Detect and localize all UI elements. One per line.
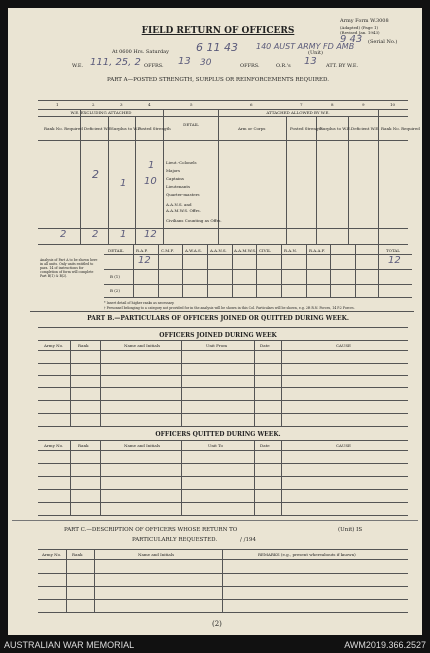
offrs-label: OFFRS.	[144, 63, 164, 69]
rule	[100, 340, 101, 426]
rule	[70, 440, 71, 515]
an-hdr-cmf: C.M.F.	[161, 248, 174, 253]
joined-hdr-rank: Rank	[78, 343, 89, 348]
rule	[38, 140, 408, 141]
footnote-2: † Personnel belonging to a category not provided for in the analysis will be shown in this Col. Particulars will be shown, e.g. 2ft R.N. Forces, 14 P.2 Forces.	[104, 306, 355, 310]
rule	[38, 340, 408, 341]
col-num-10: 10	[390, 102, 396, 107]
rule	[135, 116, 136, 244]
quitted-hdr-date: Date	[260, 443, 270, 448]
hdr-rank-required: Rank No. Required	[44, 126, 83, 131]
ors-handwritten: 13	[304, 56, 317, 67]
rule	[108, 116, 109, 244]
rule	[38, 463, 408, 464]
col-num-3: 3	[120, 102, 123, 107]
rule	[378, 244, 379, 297]
rule	[94, 549, 95, 612]
part-c-unit-is: (Unit) IS	[338, 527, 363, 533]
rule	[70, 340, 71, 426]
c-hdr-remarks: REMARKS (e.g., present whereabouts if known)	[258, 552, 356, 557]
an-row-b1: B (1)	[110, 274, 120, 279]
rule	[38, 363, 408, 364]
c-hdr-rank: Rank	[72, 552, 83, 557]
part-c-title-1: PART C.—DESCRIPTION OF OFFICERS WHOSE RETURN TO	[64, 527, 238, 533]
rule	[218, 109, 219, 244]
hw-deficient: 2	[92, 168, 99, 181]
at-line: At 0600 Hrs. Saturday	[112, 49, 169, 55]
form-title: FIELD RETURN OF OFFICERS	[141, 26, 295, 36]
hdr-deficient-att: Deficient W.E.	[351, 126, 380, 131]
hdr-deficient: Deficient W.E.	[84, 126, 113, 131]
rule	[104, 269, 412, 270]
footnote-1: * Insert detail of higher ranks as necessary.	[104, 301, 175, 305]
quitted-title: OFFICERS QUITTED DURING WEEK.	[155, 431, 281, 438]
rule	[38, 387, 408, 388]
rule	[286, 116, 287, 244]
quitted-hdr-rank: Rank	[78, 443, 89, 448]
hw-posted-b: 10	[144, 176, 157, 187]
joined-hdr-name: Name and Initials	[124, 343, 161, 348]
an-hdr-awas: A.W.A.S.	[185, 248, 202, 253]
serial-handwritten: 9 43	[340, 34, 363, 45]
part-c-title-2: PARTICULARLY REQUESTED.	[132, 537, 218, 543]
fold-line	[12, 520, 418, 521]
rule	[104, 284, 412, 285]
form-id-1: Army Form W.3008	[340, 18, 389, 24]
offrs2-label: OFFRS.	[240, 63, 260, 69]
rule	[38, 375, 408, 376]
rule	[133, 244, 134, 297]
footer-institution: AUSTRALIAN WAR MEMORIAL	[4, 640, 135, 650]
joined-title: OFFICERS JOINED DURING WEEK	[159, 332, 277, 339]
rank-lieutenants: Lieutenants	[166, 184, 191, 189]
rule	[281, 440, 282, 515]
rule	[100, 440, 101, 515]
rule	[38, 327, 408, 328]
quitted-hdr-name: Name and Initials	[124, 443, 161, 448]
footer-accession: AWM2019.366.2527	[344, 640, 426, 650]
an-hdr-aamws: A.A.M.W.S.	[234, 248, 257, 253]
joined-hdr-army-no: Army No.	[44, 343, 64, 348]
an-hdr-aans: A.A.N.S.	[210, 248, 227, 253]
part-b-title: PART B.—PARTICULARS OF OFFICERS JOINED OR QUITTED DURING WEEK.	[87, 315, 349, 322]
rule	[104, 297, 412, 298]
rank-qm: Quarter-masters	[166, 192, 200, 197]
offrs2-handwritten: 30	[200, 58, 212, 68]
rule	[181, 440, 182, 515]
rank-captains: Captains	[166, 176, 184, 181]
joined-hdr-cause: CAUSE	[336, 343, 351, 348]
rule	[30, 311, 414, 312]
rule	[38, 350, 408, 351]
rank-aamws: A.A.M.W.S. Offrs.	[166, 208, 201, 213]
hdr-rank-att: Rank No. Required	[381, 126, 420, 131]
form-sheet	[8, 8, 422, 635]
rule	[38, 413, 408, 414]
form-id-2: (Adapted) (Page 1)	[340, 25, 379, 30]
an-hdr-civil: CIVIL	[259, 248, 271, 253]
col-num-5: 5	[190, 102, 193, 107]
rule	[38, 440, 408, 441]
an-hdr-ran: R.A.N.	[284, 248, 297, 253]
an-hdr-total: TOTAL	[386, 248, 400, 253]
rule	[38, 502, 408, 503]
unit-label: (Unit)	[308, 50, 323, 56]
rule	[222, 549, 223, 612]
col-num-6: 6	[250, 102, 253, 107]
an-hw-total: 12	[388, 255, 401, 266]
rule	[181, 340, 182, 426]
rule	[281, 244, 282, 297]
rank-civilians: Civilians Counting as Offrs.	[166, 218, 222, 223]
hw-surplus: 1	[120, 178, 127, 189]
rule	[158, 244, 159, 297]
an-hdr-rap: R.A.P.	[136, 248, 148, 253]
rank-aans: A.A.N.S. and	[166, 202, 192, 207]
we-label: W.E.	[72, 63, 84, 69]
ors-label: O.R.'s	[276, 63, 291, 69]
rule	[38, 515, 408, 516]
an-hw-rap: 12	[138, 255, 151, 266]
joined-hdr-date: Date	[260, 343, 270, 348]
offrs-handwritten: 13	[178, 56, 191, 67]
hw-total-3: 1	[120, 229, 127, 240]
hw-total-2: 2	[92, 229, 99, 240]
quitted-hdr-unit: Unit To	[208, 443, 223, 448]
page-mark: (2)	[212, 620, 222, 628]
rule	[306, 244, 307, 297]
rule	[355, 244, 356, 297]
an-row-b2: B (2)	[110, 288, 120, 293]
rank-majors: Majors	[166, 168, 181, 173]
rank-lt-col: Lieut.-Colonels	[166, 160, 197, 165]
hdr-posted: Posted Strength	[138, 126, 171, 131]
we-handwritten: 111, 25, 2	[90, 57, 141, 68]
rule	[38, 116, 408, 117]
date-handwritten: 6 11 43	[196, 41, 238, 54]
part-c-date: / /194	[240, 537, 256, 543]
unit-handwritten: 140 AUST ARMY FD AMB	[256, 42, 355, 51]
rule	[281, 340, 282, 426]
rule	[38, 400, 408, 401]
rule	[38, 426, 408, 427]
rule	[38, 100, 408, 101]
rule	[254, 340, 255, 426]
c-hdr-army-no: Army No.	[42, 552, 62, 557]
rule	[348, 116, 349, 244]
col-num-7: 7	[300, 102, 303, 107]
rule	[182, 244, 183, 297]
quitted-hdr-army-no: Army No.	[44, 443, 64, 448]
rule	[207, 244, 208, 297]
col-num-8: 8	[331, 102, 334, 107]
col-num-4: 4	[148, 102, 151, 107]
an-hdr-detail: DETAIL	[108, 248, 124, 253]
rule	[38, 489, 408, 490]
rule	[38, 476, 408, 477]
hw-total-4: 12	[144, 229, 157, 240]
rule	[232, 244, 233, 297]
serial-label: (Serial No.)	[368, 39, 398, 45]
c-hdr-name: Name and Initials	[138, 552, 175, 557]
att-label: ATT. BY W.E.	[326, 63, 359, 69]
hdr-surplus: Surplus to W.E.	[111, 126, 143, 131]
hdr-surplus-att: Surplus to W.E.	[320, 126, 352, 131]
rule	[38, 244, 408, 245]
rule	[316, 116, 317, 244]
rule	[38, 612, 408, 613]
col-num-1: 1	[56, 102, 59, 107]
group-we-excluding: W.E. EXCLUDING ATTACHED	[70, 110, 132, 115]
rule	[66, 549, 67, 612]
rule	[254, 440, 255, 515]
form-id-3: (Revised Jan. 1943)	[340, 30, 380, 35]
part-a-title: PART A—POSTED STRENGTH, SURPLUS OR REINFORCEMENTS REQUIRED.	[107, 77, 329, 83]
joined-hdr-unit: Unit From	[206, 343, 227, 348]
detail-header: DETAIL	[183, 122, 199, 127]
analysis-note: Analysis of Part A to be shown here in all units. Only units entitled to para. 14 of instructions for completion of form will complete Part B(1) & B(2).	[40, 258, 98, 278]
quitted-hdr-cause: CAUSE	[336, 443, 351, 448]
an-hdr-raaf: R.A.A.F.	[309, 248, 326, 253]
rule	[38, 450, 408, 451]
col-num-2: 2	[92, 102, 95, 107]
hdr-posted-att: Posted Strength	[290, 126, 323, 131]
group-attached: ATTACHED ALLOWED BY W.E.	[266, 110, 330, 115]
hw-total-1: 2	[60, 229, 67, 240]
hdr-arm-corps: Arm or Corps	[238, 126, 266, 131]
hw-posted-a: 1	[148, 160, 155, 171]
rule	[330, 244, 331, 297]
col-num-9: 9	[362, 102, 365, 107]
